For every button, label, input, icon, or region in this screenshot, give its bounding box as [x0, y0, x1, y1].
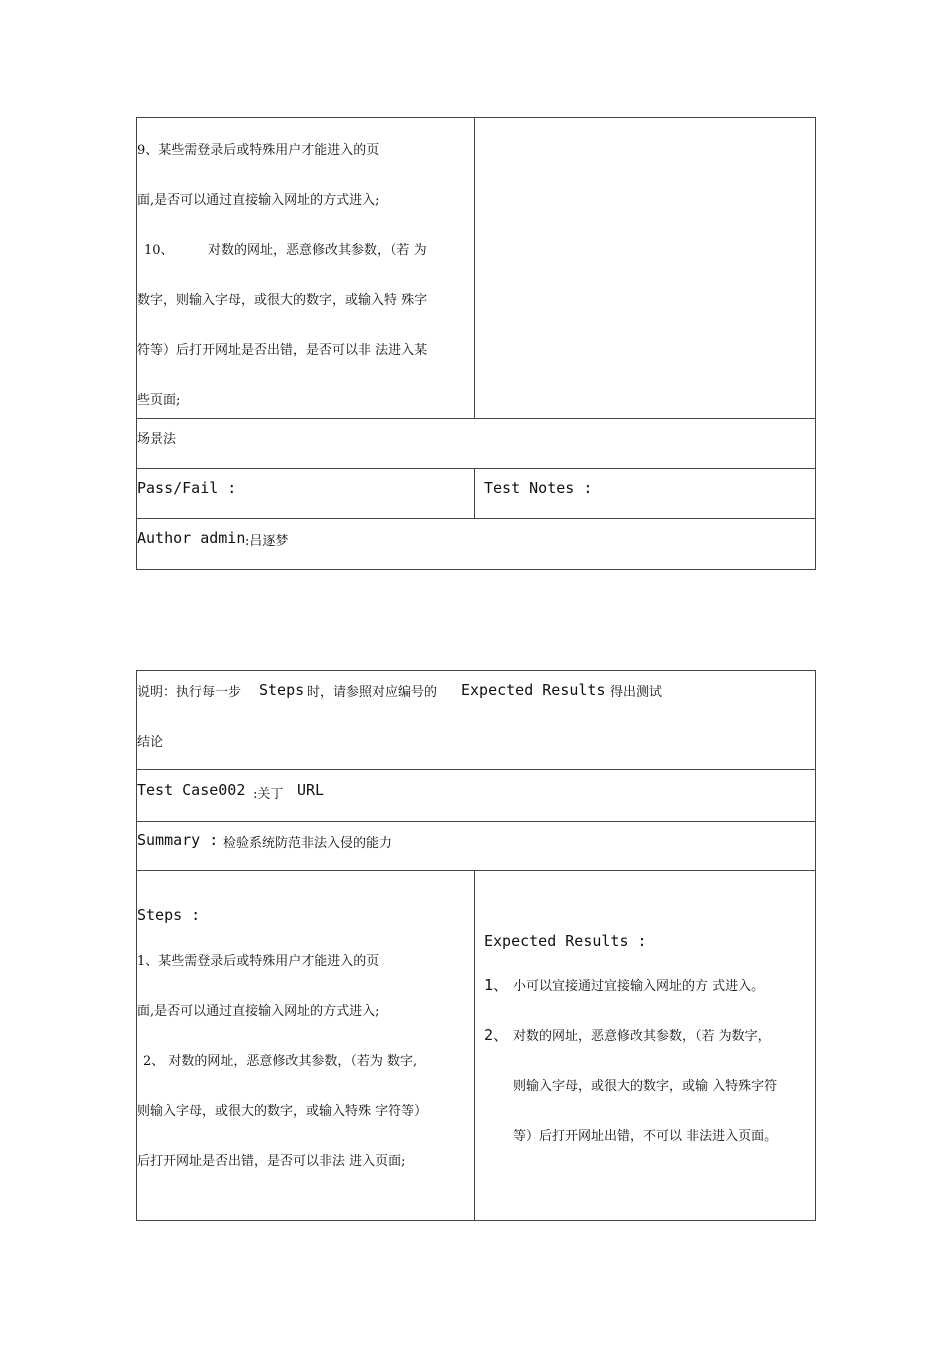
table-2-row-divider: [136, 821, 816, 822]
step-line: 数字，则输入字母，或很大的数字，或输入特 殊字: [137, 293, 428, 308]
table-1-column-divider-top: [474, 117, 475, 418]
table-1-row-divider: [136, 418, 816, 419]
step-line: 面,是否可以通过直接输入网址的方式进入;: [137, 1004, 380, 1019]
step-line: 9、某些需登录后或特殊用户才能进入的页: [137, 143, 380, 158]
pass-fail-label: Pass/Fail :: [137, 479, 237, 497]
steps-title: Steps :: [137, 906, 201, 924]
step-line: 符等）后打开网址是否出错，是否可以非 法进入某: [137, 343, 428, 358]
test-notes-label: Test Notes :: [484, 479, 593, 497]
summary-label: Summary :: [137, 831, 219, 849]
author-name: :吕逐梦: [245, 534, 289, 549]
expected-line: 对数的网址，恶意修改其参数，（若 为数字，: [513, 1029, 771, 1044]
test-case-about: :关丁: [253, 787, 284, 802]
test-case-url: URL: [297, 781, 325, 799]
expected-results-title: Expected Results :: [484, 932, 647, 950]
expected-line: 则输入字母，或很大的数字，或输 入特殊字符: [513, 1079, 778, 1094]
step-line: 面,是否可以通过直接输入网址的方式进入;: [137, 193, 380, 208]
note-text: 说明：执行每一步: [137, 685, 242, 700]
expected-number: 1、: [484, 976, 509, 994]
step-line: 些页面;: [137, 393, 181, 408]
author-label: Author admin: [137, 529, 246, 547]
test-method: 场景法: [137, 432, 177, 447]
table-2-column-divider: [474, 870, 475, 1221]
summary-text: 检验系统防范非法入侵的能力: [223, 836, 393, 851]
table-1-row-divider: [136, 518, 816, 519]
note-text: 时，请参照对应编号的: [307, 685, 438, 700]
step-line: 2、 对数的网址，恶意修改其参数，（若为 数字,: [143, 1054, 418, 1069]
step-number: 10、: [144, 243, 174, 258]
note-text-steps: Steps: [259, 681, 305, 699]
table-2-row-divider: [136, 769, 816, 770]
test-case-id: Test Case002: [137, 781, 246, 799]
note-text-expected: Expected Results: [461, 681, 606, 699]
expected-number: 2、: [484, 1026, 509, 1044]
expected-line: 小可以宜接通过宜接输入网址的方 式进入。: [513, 979, 765, 994]
table-2-row-divider: [136, 870, 816, 871]
step-line: 对数的网址，恶意修改其参数，（若 为: [208, 243, 427, 258]
note-text: 得出测试: [610, 685, 663, 700]
step-line: 后打开网址是否出错，是否可以非法 进入页面;: [137, 1154, 406, 1169]
table-1-row-divider: [136, 468, 816, 469]
note-text: 结论: [137, 735, 164, 750]
step-line: 1、某些需登录后或特殊用户才能进入的页: [137, 954, 380, 969]
table-1-column-divider-passfail: [474, 468, 475, 518]
expected-line: 等）后打开网址出错，不可以 非法进入页面。: [513, 1129, 778, 1144]
step-line: 则输入字母，或很大的数字，或输入特殊 字符等）: [137, 1104, 428, 1119]
